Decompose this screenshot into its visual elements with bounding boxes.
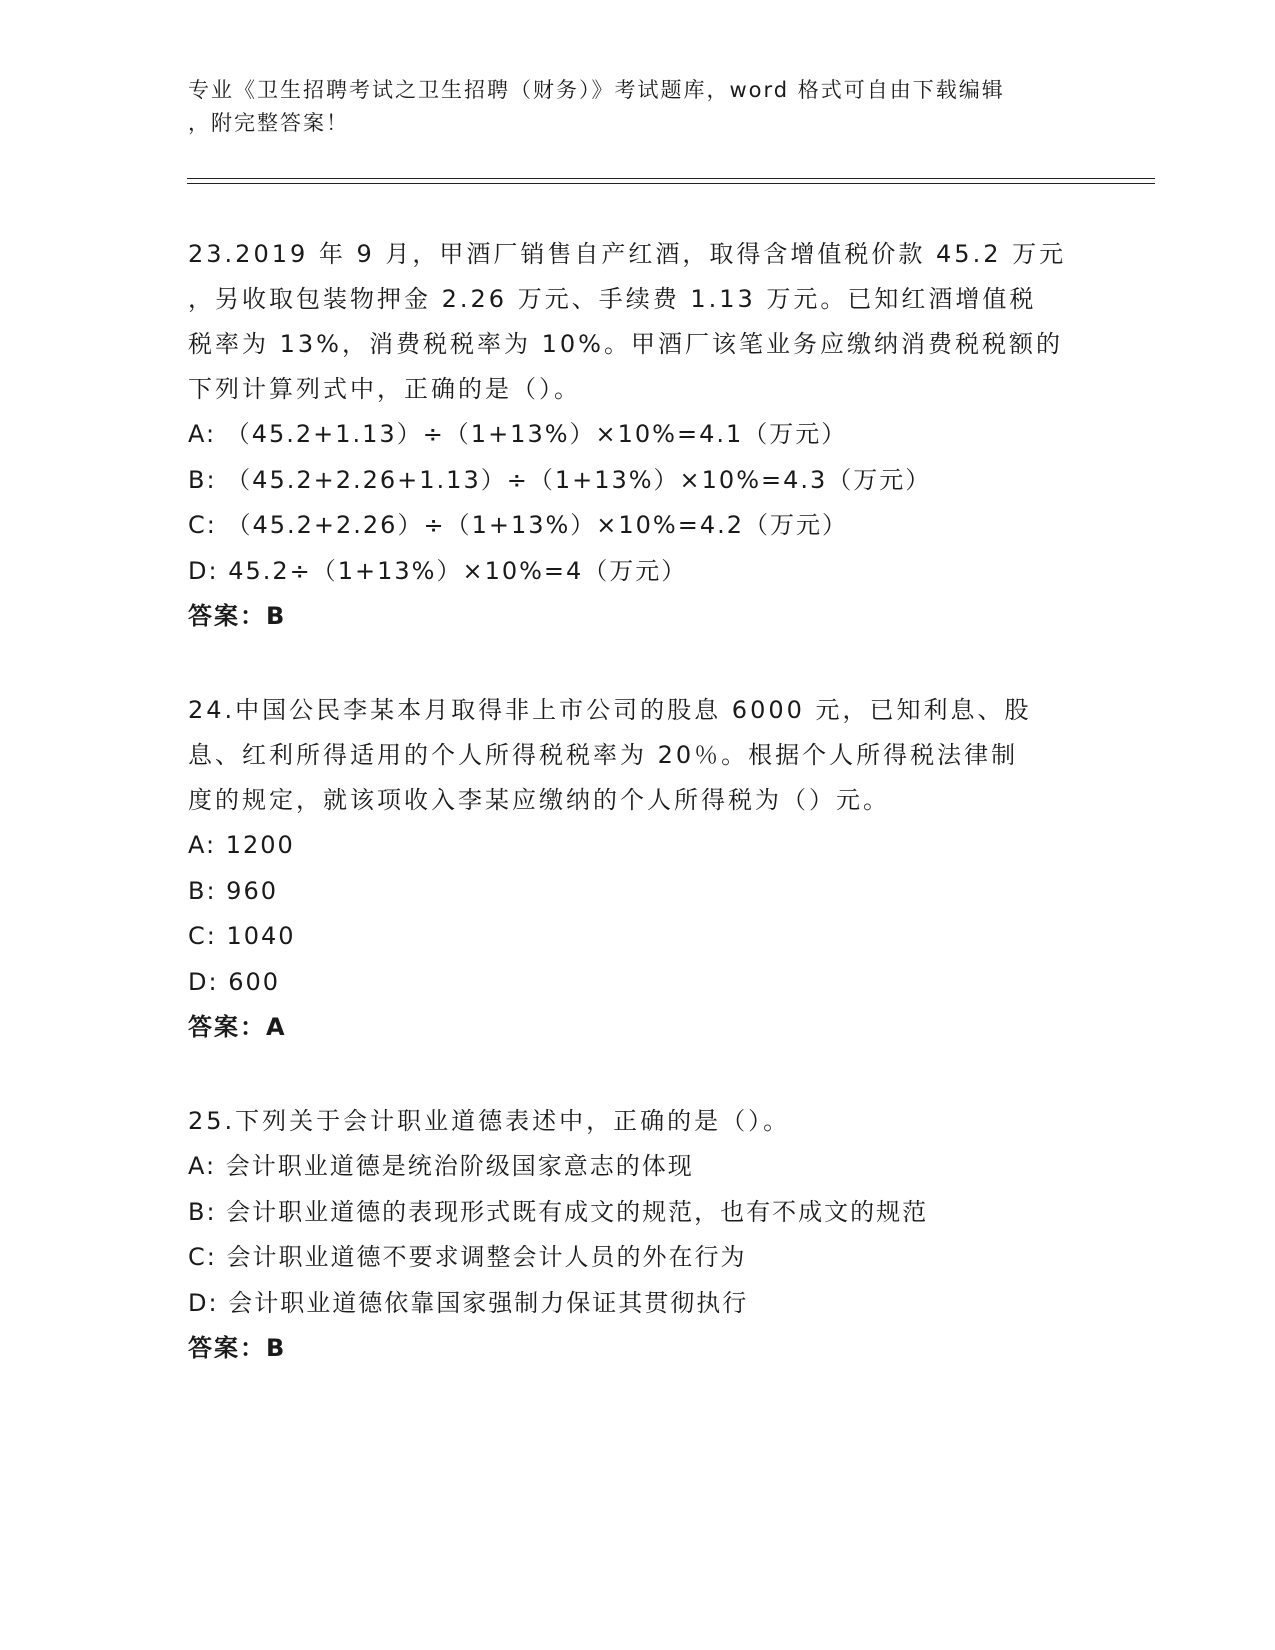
question-stem: 23.2019 年 9 月，甲酒厂销售自产红酒，取得含增值税价款 45.2 万元 ，另收取包装物押金 2.26 万元、手续费 1.13 万元。已知红酒增值税 税率为 13%，消费税税率为 10%。甲酒厂该笔业务应缴纳消费税税额的 下列计算列式中，正确的是（）。 (188, 240, 1067, 403)
header-divider-bottom (187, 183, 1155, 184)
option-d: D: 会计职业道德依靠国家强制力保证其贯彻执行 (188, 1288, 749, 1317)
answer-label: 答案：A (188, 1013, 287, 1041)
question-stem: 25.下列关于会计职业道德表述中，正确的是（）。 (188, 1107, 791, 1135)
option-a: A: （45.2+1.13）÷（1+13%）×10%=4.1（万元） (188, 420, 848, 448)
option-c: C: 1040 (188, 922, 296, 950)
document-header: 专业《卫生招聘考试之卫生招聘（财务）》考试题库，word 格式可自由下载编辑 ，附完整答案！ (188, 78, 1005, 135)
question-24 (188, 688, 1088, 1050)
option-c: C: （45.2+2.26）÷（1+13%）×10%=4.2（万元） (188, 511, 849, 539)
answer-label: 答案：B (188, 1334, 287, 1362)
option-b: B: （45.2+2.26+1.13）÷（1+13%）×10%=4.3（万元） (188, 465, 932, 494)
option-d: D: 600 (188, 967, 281, 996)
option-c: C: 会计职业道德不要求调整会计人员的外在行为 (188, 1243, 747, 1271)
option-b: B: 会计职业道德的表现形式既有成文的规范，也有不成文的规范 (188, 1197, 929, 1226)
option-a: A: 1200 (188, 831, 295, 859)
question-23 (188, 232, 1088, 639)
option-d: D: 45.2÷（1+13%）×10%=4（万元） (188, 556, 688, 585)
answer-label: 答案：B (188, 602, 287, 630)
question-stem: 24.中国公民李某本月取得非上市公司的股息 6000 元，已知利息、股 息、红利所得适用的个人所得税税率为 20％。根据个人所得税法律制 度的规定，就该项收入李某应缴纳的个人所得税为（）元。 (188, 696, 1032, 814)
header-divider-top (187, 178, 1155, 179)
question-25 (188, 1099, 1088, 1371)
option-a: A: 会计职业道德是统治阶级国家意志的体现 (188, 1152, 694, 1180)
option-b: B: 960 (188, 876, 278, 905)
